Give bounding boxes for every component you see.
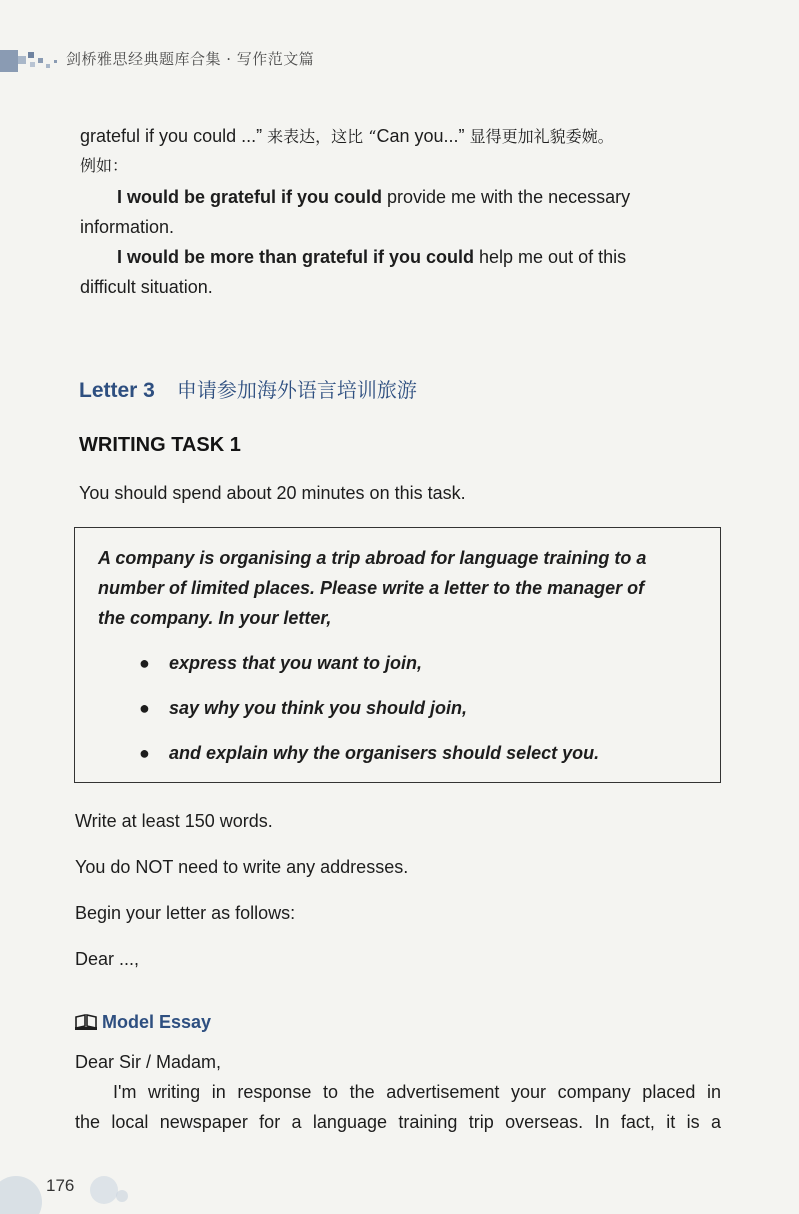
example-1-bold: I would be grateful if you could <box>117 187 382 207</box>
model-essay-label: Model Essay <box>102 1012 212 1032</box>
model-essay-heading <box>75 1012 211 1033</box>
intro-line-1: grateful if you could ...” 来表达，这比 “Can you...” 显得更加礼貌委婉。 <box>80 126 614 146</box>
bullet-item: ● say why you think you should join, <box>139 698 468 718</box>
essay-line: I'm writing in response to the advertisement your company placed in <box>113 1082 721 1102</box>
prompt-line: number of limited places. Please write a letter to the manager of <box>98 578 645 598</box>
instruction-word-count: Write at least 150 words. <box>75 811 273 831</box>
bullet-icon: ● <box>139 653 150 673</box>
bullet-item: ● express that you want to join, <box>139 653 423 673</box>
example-1-continued: information. <box>80 217 175 237</box>
letter-title: 申请参加海外语言培训旅游 <box>176 378 417 402</box>
section-heading <box>79 374 417 403</box>
example-2-bold: I would be more than grateful if you could <box>117 247 475 267</box>
bullet-icon: ● <box>139 698 150 718</box>
instruction-addresses: You do NOT need to write any addresses. <box>75 857 409 877</box>
prompt-line: A company is organising a trip abroad for language training to a <box>98 548 647 568</box>
running-header <box>0 42 799 76</box>
book-icon <box>75 1014 97 1030</box>
page-number: 176 <box>46 1176 75 1195</box>
bullet-icon: ● <box>139 743 150 763</box>
example-2: I would be more than grateful if you could help me out of this <box>117 247 627 267</box>
example-2-continued: difficult situation. <box>80 277 213 297</box>
task-heading: WRITING TASK 1 <box>79 434 241 456</box>
prompt-line: the company. In your letter, <box>98 608 332 628</box>
essay-salutation: Dear Sir / Madam, <box>75 1052 222 1072</box>
letter-number: Letter 3 <box>79 379 155 402</box>
time-note: You should spend about 20 minutes on this task. <box>79 483 466 503</box>
running-title: 剑桥雅思经典题库合集 · 写作范文篇 <box>66 50 315 68</box>
header-pixel-decoration <box>0 46 62 76</box>
bullet-item: ● and explain why the organisers should select you. <box>139 743 600 763</box>
essay-line: the local newspaper for a language training trip overseas. In fact, it is a <box>75 1112 721 1132</box>
example-1: I would be grateful if you could provide me with the necessary <box>117 187 631 207</box>
intro-line-2: 例如： <box>80 156 129 175</box>
instruction-salutation: Dear ..., <box>75 949 140 969</box>
instruction-begin: Begin your letter as follows: <box>75 903 296 923</box>
task-prompt-box <box>74 527 721 783</box>
